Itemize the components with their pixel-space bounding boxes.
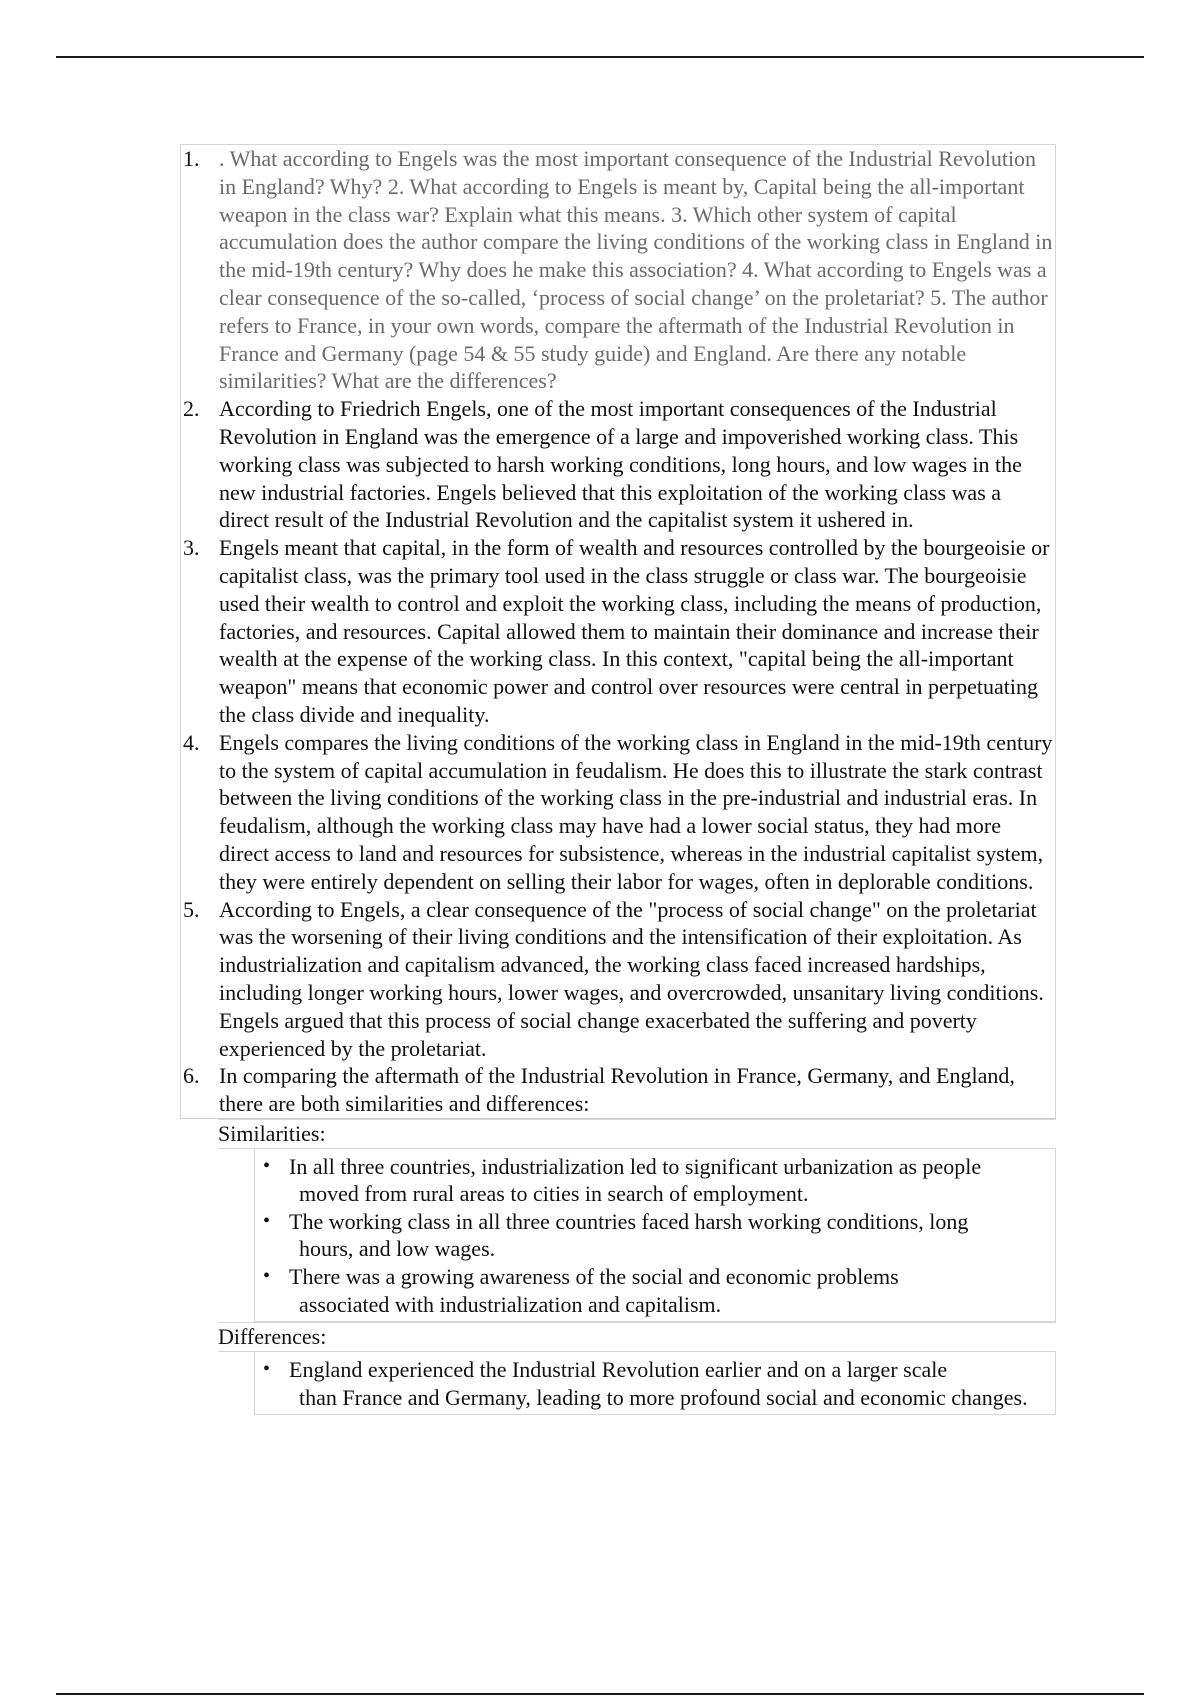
answer-text: In comparing the aftermath of the Industrial Revolution in France, Germany, and England, there are both similarities and differences:: [219, 1063, 1015, 1117]
bullet-text-first: The working class in all three countries faced harsh working conditions, long: [289, 1208, 969, 1234]
list-item-answer-3: [181, 534, 1055, 729]
questions-text: . What according to Engels was the most important consequence of the Industrial Revolution in England? Why? 2. What according to Engels is meant by, Capital being the all-important weapon in the class war? Explain what this means. 3. Which other system of capital accumulation does the author compare the living conditions of the working class in England in the mid-19th century? Why does he make this association? 4. What according to Engels was a clear consequence of the so-called, ‘process of social change’ on the proletariat? 5. The author refers to France, in your own words, compare the aftermath of the Industrial Revolution in France and Germany (page 54 & 55 study guide) and England. Are there any notable similarities? What are the differences?: [219, 146, 1053, 394]
answers-block: [180, 395, 1056, 1119]
footer-rule: [56, 1693, 1144, 1695]
list-item-answer-5: [181, 896, 1055, 1063]
similarities-list: [254, 1149, 1056, 1323]
bullet-text-rest: associated with industrialization and capitalism.: [299, 1291, 722, 1317]
list-item: [255, 1263, 1055, 1318]
similarities-heading: Similarities:: [218, 1119, 1056, 1149]
answer-text: Engels compares the living conditions of the working class in England in the mid-19th century to the system of capital accumulation in feudalism. He does this to illustrate the stark contrast between the living conditions of the working class in the pre-industrial and industrial eras. In feudalism, although the working class may have had a lower social status, they had more direct access to land and resources for subsistence, whereas in the industrial capitalist system, they were entirely dependent on selling their labor for wages, often in deplorable conditions.: [219, 729, 1053, 894]
bullet-text-first: England experienced the Industrial Revolution earlier and on a larger scale: [289, 1357, 948, 1383]
answer-text: According to Engels, a clear consequence of the "process of social change" on the proletariat was the worsening of their living conditions and the intensification of their exploitation. As industrialization and capitalism advanced, the working class faced increased hardships, including longer working hours, lower wages, and overcrowded, unsanitary living conditions. Engels argued that this process of social change exacerbated the suffering and poverty experienced by the proletariat.: [219, 896, 1044, 1061]
bullet-text-first: In all three countries, industrialization led to significant urbanization as people: [289, 1153, 982, 1179]
list-item-answer-4: [181, 729, 1055, 896]
header-rule: [56, 56, 1144, 58]
bullet-text-rest: moved from rural areas to cities in search of employment.: [299, 1181, 809, 1207]
bullet-icon: •: [263, 1209, 271, 1232]
list-number: 3.: [183, 535, 200, 561]
list-number: 5.: [183, 896, 200, 922]
list-number: 6.: [183, 1063, 200, 1089]
bullet-text-rest: than France and Germany, leading to more profound social and economic changes.: [299, 1384, 1028, 1410]
answer-text: Engels meant that capital, in the form of wealth and resources controlled by the bourgeoisie or capitalist class, was the primary tool used in the class struggle or class war. The bourgeoisie used their wealth to control and exploit the working class, including the means of production, factories, and resources. Capital allowed them to maintain their dominance and increase their wealth at the expense of the working class. In this context, "capital being the all-important weapon" means that economic power and control over resources were central in perpetuating the class divide and inequality.: [219, 535, 1050, 727]
list-number: 4.: [183, 729, 200, 755]
answer-text: According to Friedrich Engels, one of the most important consequences of the Industrial Revolution in England was the emergence of a large and impoverished working class. This working class was subjected to harsh working conditions, long hours, and low wages in the new industrial factories. Engels believed that this exploitation of the working class was a direct result of the Industrial Revolution and the capitalist system it ushered in.: [219, 396, 1022, 533]
differences-heading: Differences:: [218, 1322, 1056, 1352]
bullet-icon: •: [263, 1265, 271, 1288]
list-item: [255, 1208, 1055, 1263]
list-item: [255, 1356, 1055, 1411]
list-item-answer-6: [181, 1062, 1055, 1118]
bullet-icon: •: [263, 1358, 271, 1381]
bullet-icon: •: [263, 1154, 271, 1177]
questions-block: [180, 144, 1056, 395]
bullet-text-rest: hours, and low wages.: [299, 1236, 496, 1262]
document-body: [180, 144, 1056, 1415]
list-item-answer-2: [181, 395, 1055, 534]
list-item-questions: [181, 145, 1055, 395]
list-item: [255, 1153, 1055, 1208]
list-number: 1.: [183, 146, 200, 171]
bullet-text-first: There was a growing awareness of the social and economic problems: [289, 1264, 899, 1290]
list-number: 2.: [183, 396, 200, 422]
differences-list: [254, 1352, 1056, 1415]
